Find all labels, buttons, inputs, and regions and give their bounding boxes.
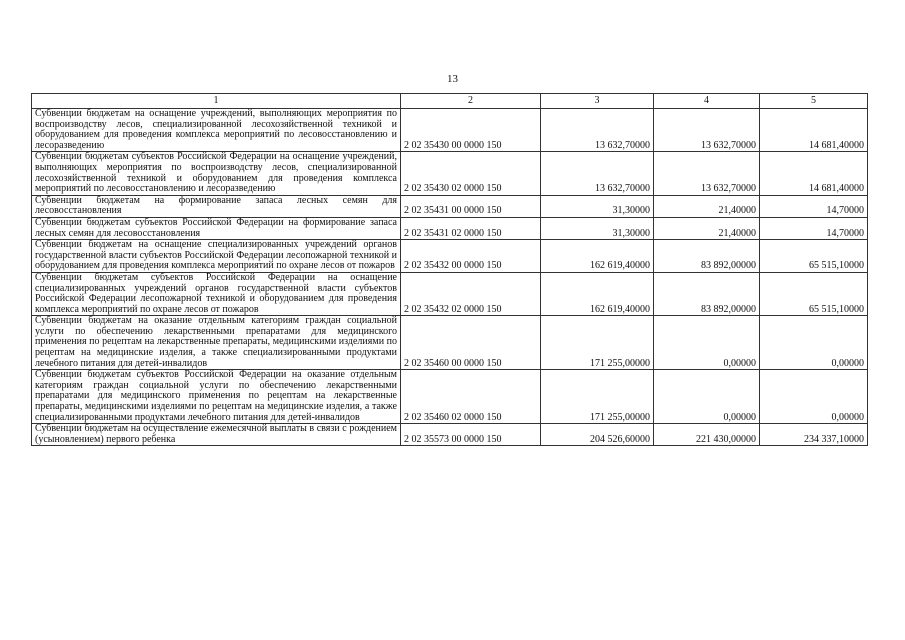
row-value-col3: 171 255,00000 — [541, 370, 654, 424]
row-value-col3: 13 632,70000 — [541, 152, 654, 195]
row-code: 2 02 35431 02 0000 150 — [401, 217, 541, 239]
row-code: 2 02 35460 02 0000 150 — [401, 370, 541, 424]
page-number: 13 — [447, 73, 458, 85]
row-value-col4: 0,00000 — [654, 370, 760, 424]
table-header-row — [32, 94, 868, 109]
row-description: Субвенции бюджетам на оснащение учреждений, выполняющих мероприятия по воспроизводству лесов, специализированной лесохозяйственной техникой и оборудованием для проведения комплекса мероприятий по лесовосстановлению и лесоразведению — [32, 109, 401, 152]
row-description: Субвенции бюджетам субъектов Российской Федерации на формирование запаса лесных семян для лесовосстановления — [32, 217, 401, 239]
table-row — [32, 195, 868, 217]
row-value-col4: 21,40000 — [654, 195, 760, 217]
row-value-col3: 162 619,40000 — [541, 272, 654, 315]
table-row — [32, 240, 868, 273]
row-value-col3: 13 632,70000 — [541, 109, 654, 152]
row-code: 2 02 35573 00 0000 150 — [401, 424, 541, 446]
table-row — [32, 370, 868, 424]
row-description: Субвенции бюджетам субъектов Российской Федерации на оснащение учреждений, выполняющих мероприятия по воспроизводству лесов, специализированной лесохозяйственной техникой и оборудованием для проведения комплекса мероприятий по лесовосстановлению и лесоразведению — [32, 152, 401, 195]
row-value-col4: 83 892,00000 — [654, 272, 760, 315]
row-code: 2 02 35432 02 0000 150 — [401, 272, 541, 315]
column-header: 5 — [760, 94, 868, 109]
row-code: 2 02 35431 00 0000 150 — [401, 195, 541, 217]
row-value-col5: 14,70000 — [760, 195, 868, 217]
row-description: Субвенции бюджетам на осуществление ежемесячной выплаты в связи с рождением (усыновлением) первого ребенка — [32, 424, 401, 446]
row-value-col4: 0,00000 — [654, 316, 760, 370]
row-value-col5: 65 515,10000 — [760, 272, 868, 315]
table-row — [32, 424, 868, 446]
row-description: Субвенции бюджетам на оснащение специализированных учреждений органов государственной власти субъектов Российской Федерации лесопожарной техникой и оборудованием для проведения комплекса мероприятий по охране лесов от пожаров — [32, 240, 401, 273]
table-row — [32, 316, 868, 370]
row-value-col3: 31,30000 — [541, 217, 654, 239]
row-description: Субвенции бюджетам на оказание отдельным категориям граждан социальной услуги по обеспечению лекарственными препаратами для медицинского применения по рецептам на лекарственные препараты, медицинскими изделиями по рецептам на медицинские изделия, а также специализированными продуктами лечебного питания для детей-инвалидов — [32, 316, 401, 370]
row-value-col5: 0,00000 — [760, 370, 868, 424]
column-header: 2 — [401, 94, 541, 109]
row-value-col5: 0,00000 — [760, 316, 868, 370]
table-row — [32, 217, 868, 239]
row-description: Субвенции бюджетам субъектов Российской Федерации на оказание отдельным категориям граждан социальной услуги по обеспечению лекарственными препаратами для медицинского применения по рецептам на лекарственные препараты, медицинскими изделиями по рецептам на медицинские изделия, а также специализированными продуктами лечебного питания для детей-инвалидов — [32, 370, 401, 424]
row-value-col4: 221 430,00000 — [654, 424, 760, 446]
column-header: 3 — [541, 94, 654, 109]
row-value-col4: 21,40000 — [654, 217, 760, 239]
row-value-col3: 162 619,40000 — [541, 240, 654, 273]
row-value-col3: 204 526,60000 — [541, 424, 654, 446]
row-code: 2 02 35432 00 0000 150 — [401, 240, 541, 273]
row-value-col5: 14 681,40000 — [760, 109, 868, 152]
row-value-col4: 83 892,00000 — [654, 240, 760, 273]
row-value-col5: 14,70000 — [760, 217, 868, 239]
row-description: Субвенции бюджетам на формирование запаса лесных семян для лесовосстановления — [32, 195, 401, 217]
row-value-col4: 13 632,70000 — [654, 152, 760, 195]
row-value-col3: 31,30000 — [541, 195, 654, 217]
subvention-table — [31, 93, 868, 446]
row-value-col4: 13 632,70000 — [654, 109, 760, 152]
row-value-col5: 65 515,10000 — [760, 240, 868, 273]
table-row — [32, 272, 868, 315]
row-value-col5: 14 681,40000 — [760, 152, 868, 195]
row-value-col3: 171 255,00000 — [541, 316, 654, 370]
column-header: 4 — [654, 94, 760, 109]
table-row — [32, 152, 868, 195]
row-code: 2 02 35460 00 0000 150 — [401, 316, 541, 370]
column-header: 1 — [32, 94, 401, 109]
row-code: 2 02 35430 00 0000 150 — [401, 109, 541, 152]
table-row — [32, 109, 868, 152]
row-value-col5: 234 337,10000 — [760, 424, 868, 446]
row-code: 2 02 35430 02 0000 150 — [401, 152, 541, 195]
row-description: Субвенции бюджетам субъектов Российской Федерации на оснащение специализированных учреждений органов государственной власти субъектов Российской Федерации лесопожарной техникой и оборудованием для проведения комплекса мероприятий по охране лесов от пожаров — [32, 272, 401, 315]
